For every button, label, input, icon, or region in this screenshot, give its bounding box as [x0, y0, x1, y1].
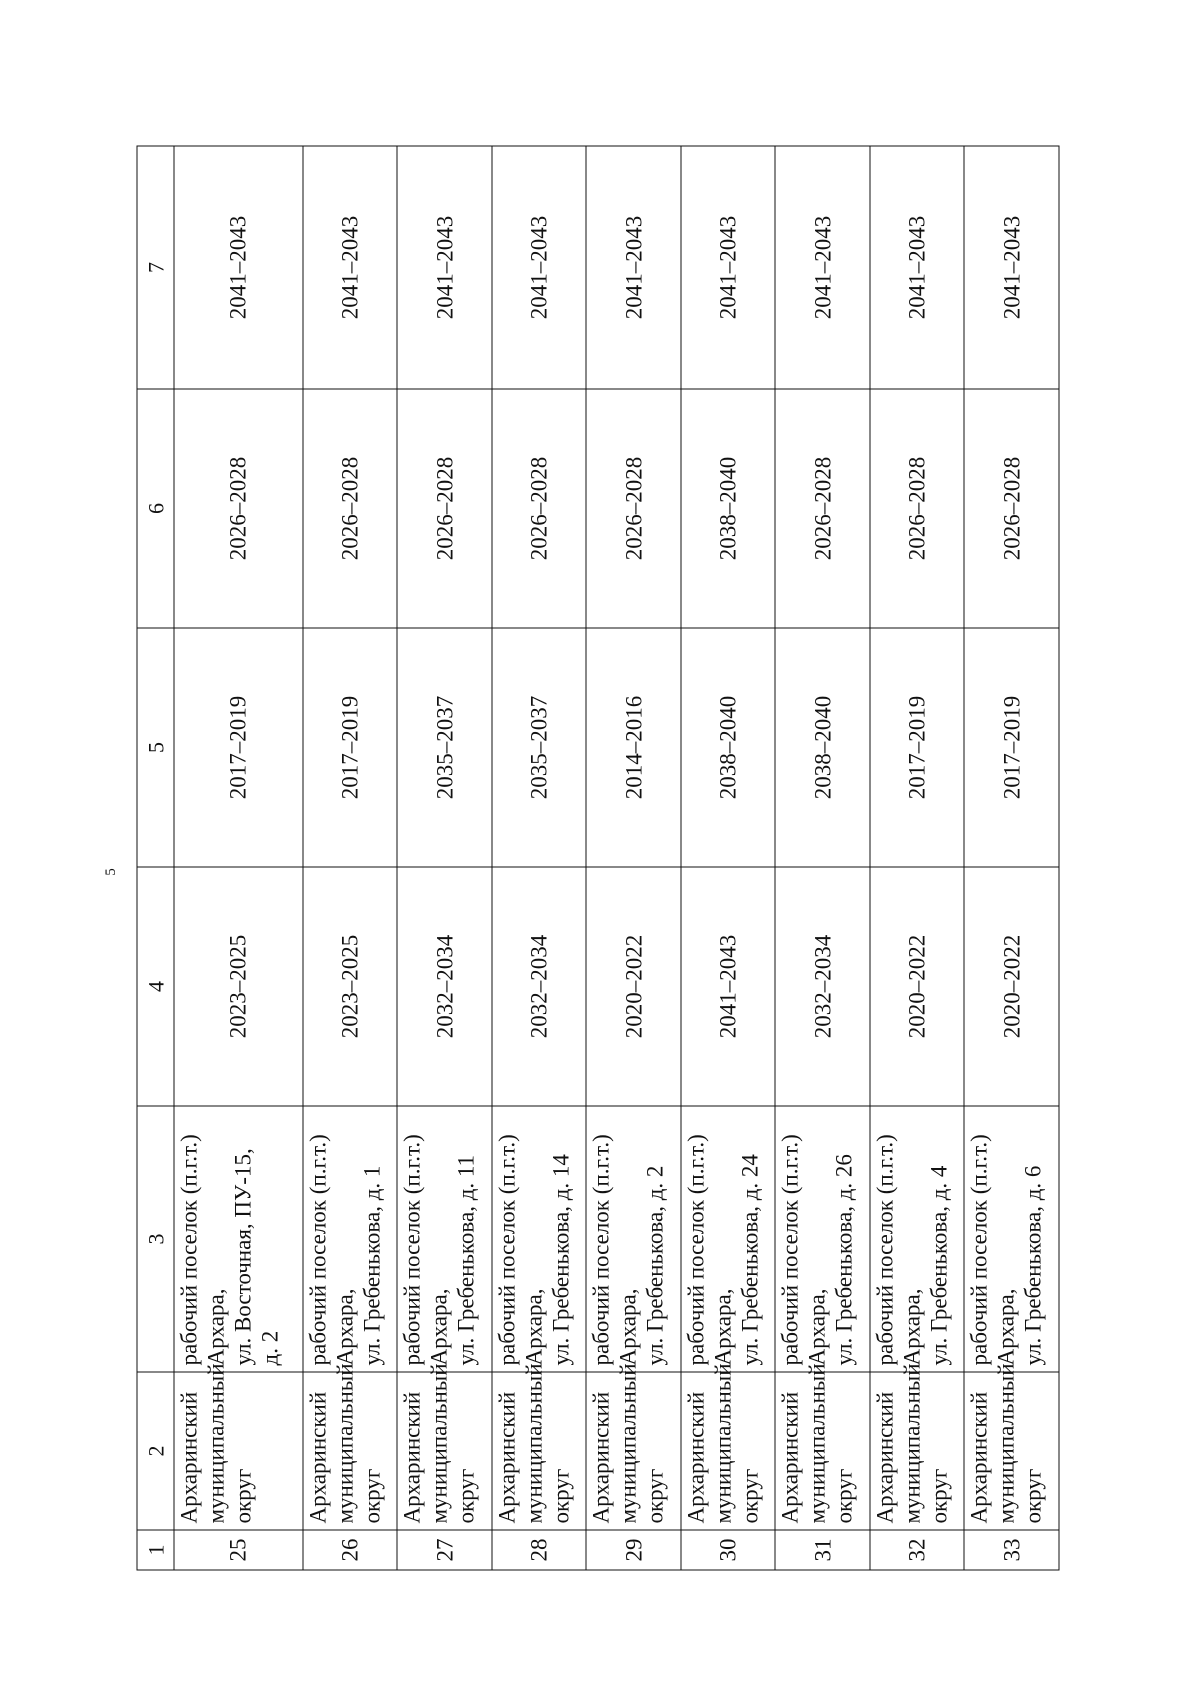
address-line: рабочий поселок (п.г.т.) — [494, 1133, 520, 1365]
period-cell-c6: 2026–2028 — [303, 389, 398, 628]
district-line: муниципальный — [332, 1362, 358, 1523]
address-cell — [397, 1106, 492, 1372]
period-cell-c7: 2041–2043 — [397, 146, 492, 389]
district-cell — [775, 1362, 870, 1530]
rotated-table-container — [137, 146, 1060, 1570]
period-cell-c5: 2035–2037 — [397, 628, 492, 867]
district-line: округ — [359, 1468, 385, 1523]
page-number: 5 — [103, 868, 119, 876]
table-row — [586, 146, 681, 1570]
period-cell-c7: 2041–2043 — [681, 146, 776, 389]
period-cell-c6: 2026–2028 — [586, 389, 681, 628]
address-cell — [586, 1106, 681, 1372]
address-line: рабочий поселок (п.г.т.) — [777, 1133, 803, 1365]
address-line: Архара, — [710, 1288, 736, 1365]
address-line: рабочий поселок (п.г.т.) — [872, 1133, 898, 1365]
table-row — [681, 146, 776, 1570]
table-row — [397, 146, 492, 1570]
address-line: ул. Гребенькова, д. 14 — [548, 1153, 574, 1365]
district-cell — [397, 1362, 492, 1530]
period-cell-c7: 2041–2043 — [964, 146, 1059, 389]
address-line: Архара, — [615, 1288, 641, 1365]
row-number-cell: 32 — [870, 1530, 965, 1570]
address-line: рабочий поселок (п.г.т.) — [966, 1133, 992, 1365]
period-cell-c5: 2038–2040 — [775, 628, 870, 867]
address-line: Архара, — [332, 1288, 358, 1365]
address-cell — [492, 1106, 587, 1372]
period-cell-c4: 2020–2022 — [964, 867, 1059, 1106]
address-line: ул. Гребенькова, д. 24 — [737, 1153, 763, 1365]
address-line: ул. Гребенькова, д. 1 — [359, 1165, 385, 1365]
period-cell-c5: 2017–2019 — [174, 628, 303, 867]
row-number-cell: 28 — [492, 1530, 587, 1570]
district-line: муниципальный — [710, 1362, 736, 1523]
address-line: Архара, — [993, 1288, 1019, 1365]
column-header: 1 — [137, 1530, 174, 1570]
row-number-cell: 30 — [681, 1530, 776, 1570]
period-cell-c7: 2041–2043 — [492, 146, 587, 389]
district-line: Архаринский — [176, 1391, 202, 1523]
district-line: округ — [926, 1468, 952, 1523]
period-cell-c7: 2041–2043 — [174, 146, 303, 389]
address-line: Архара, — [521, 1288, 547, 1365]
address-line: ул. Гребенькова, д. 6 — [1020, 1165, 1046, 1365]
period-cell-c7: 2041–2043 — [775, 146, 870, 389]
district-line: муниципальный — [426, 1362, 452, 1523]
column-header: 3 — [137, 1106, 174, 1372]
period-cell-c4: 2032–2034 — [397, 867, 492, 1106]
table-row — [303, 146, 398, 1570]
period-cell-c4: 2020–2022 — [870, 867, 965, 1106]
period-cell-c4: 2023–2025 — [303, 867, 398, 1106]
period-cell-c4: 2032–2034 — [775, 867, 870, 1106]
address-line: рабочий поселок (п.г.т.) — [176, 1133, 202, 1365]
period-cell-c6: 2026–2028 — [492, 389, 587, 628]
district-cell — [586, 1362, 681, 1530]
period-cell-c6: 2026–2028 — [870, 389, 965, 628]
district-line: муниципальный — [521, 1362, 547, 1523]
district-line: Архаринский — [399, 1391, 425, 1523]
address-line: Архара, — [804, 1288, 830, 1365]
period-cell-c5: 2017–2019 — [303, 628, 398, 867]
district-cell — [681, 1362, 776, 1530]
period-cell-c5: 2014–2016 — [586, 628, 681, 867]
column-number-row — [137, 146, 174, 1570]
district-line: Архаринский — [683, 1391, 709, 1523]
period-cell-c6: 2026–2028 — [174, 389, 303, 628]
address-line: Архара, — [899, 1288, 925, 1365]
column-header: 6 — [137, 389, 174, 628]
district-line: округ — [230, 1468, 256, 1523]
address-line: ул. Гребенькова, д. 11 — [453, 1154, 479, 1365]
period-cell-c5: 2038–2040 — [681, 628, 776, 867]
address-line: Архара, — [203, 1288, 229, 1365]
period-cell-c7: 2041–2043 — [303, 146, 398, 389]
address-cell — [870, 1106, 965, 1372]
district-line: муниципальный — [615, 1362, 641, 1523]
table-row — [775, 146, 870, 1570]
address-line: д. 2 — [257, 1330, 283, 1365]
address-line: ул. Восточная, ПУ-15, — [230, 1147, 256, 1365]
district-line: округ — [737, 1468, 763, 1523]
address-line: рабочий поселок (п.г.т.) — [305, 1133, 331, 1365]
district-line: Архаринский — [305, 1391, 331, 1523]
period-cell-c5: 2017–2019 — [870, 628, 965, 867]
row-number-cell: 25 — [174, 1530, 303, 1570]
column-header: 2 — [137, 1372, 174, 1530]
address-line: ул. Гребенькова, д. 26 — [831, 1153, 857, 1365]
district-line: муниципальный — [993, 1362, 1019, 1523]
address-line: ул. Гребенькова, д. 4 — [926, 1165, 952, 1365]
table-body — [174, 146, 1059, 1570]
district-line: Архаринский — [966, 1391, 992, 1523]
period-cell-c7: 2041–2043 — [586, 146, 681, 389]
district-line: муниципальный — [203, 1362, 229, 1523]
district-line: округ — [548, 1468, 574, 1523]
period-cell-c4: 2041–2043 — [681, 867, 776, 1106]
column-header: 4 — [137, 867, 174, 1106]
table-row — [870, 146, 965, 1570]
row-number-cell: 29 — [586, 1530, 681, 1570]
period-cell-c7: 2041–2043 — [870, 146, 965, 389]
address-cell — [681, 1106, 776, 1372]
period-cell-c5: 2035–2037 — [492, 628, 587, 867]
table-row — [174, 146, 303, 1570]
table-row — [964, 146, 1059, 1570]
district-line: муниципальный — [899, 1362, 925, 1523]
address-cell — [964, 1106, 1059, 1372]
period-cell-c4: 2023–2025 — [174, 867, 303, 1106]
row-number-cell: 31 — [775, 1530, 870, 1570]
district-line: Архаринский — [494, 1391, 520, 1523]
district-cell — [303, 1362, 398, 1530]
district-cell — [174, 1362, 303, 1530]
address-line: рабочий поселок (п.г.т.) — [683, 1133, 709, 1365]
district-line: Архаринский — [777, 1391, 803, 1523]
period-cell-c6: 2038–2040 — [681, 389, 776, 628]
address-cell — [775, 1106, 870, 1372]
address-line: Архара, — [426, 1288, 452, 1365]
period-cell-c5: 2017–2019 — [964, 628, 1059, 867]
row-number-cell: 33 — [964, 1530, 1059, 1570]
district-line: округ — [453, 1468, 479, 1523]
district-line: округ — [1020, 1468, 1046, 1523]
period-cell-c4: 2032–2034 — [492, 867, 587, 1106]
column-header: 5 — [137, 628, 174, 867]
district-line: округ — [831, 1468, 857, 1523]
table-row — [492, 146, 587, 1570]
address-cell — [303, 1106, 398, 1372]
row-number-cell: 27 — [397, 1530, 492, 1570]
district-cell — [964, 1362, 1059, 1530]
address-line: рабочий поселок (п.г.т.) — [588, 1133, 614, 1365]
period-cell-c6: 2026–2028 — [397, 389, 492, 628]
address-line: рабочий поселок (п.г.т.) — [399, 1133, 425, 1365]
schedule-table — [137, 145, 1060, 1570]
district-line: муниципальный — [804, 1362, 830, 1523]
address-line: ул. Гребенькова, д. 2 — [642, 1165, 668, 1365]
district-line: Архаринский — [872, 1391, 898, 1523]
district-cell — [870, 1362, 965, 1530]
row-number-cell: 26 — [303, 1530, 398, 1570]
district-line: Архаринский — [588, 1391, 614, 1523]
district-line: округ — [642, 1468, 668, 1523]
district-cell — [492, 1362, 587, 1530]
period-cell-c4: 2020–2022 — [586, 867, 681, 1106]
address-cell — [174, 1106, 303, 1372]
column-header: 7 — [137, 146, 174, 389]
period-cell-c6: 2026–2028 — [775, 389, 870, 628]
period-cell-c6: 2026–2028 — [964, 389, 1059, 628]
